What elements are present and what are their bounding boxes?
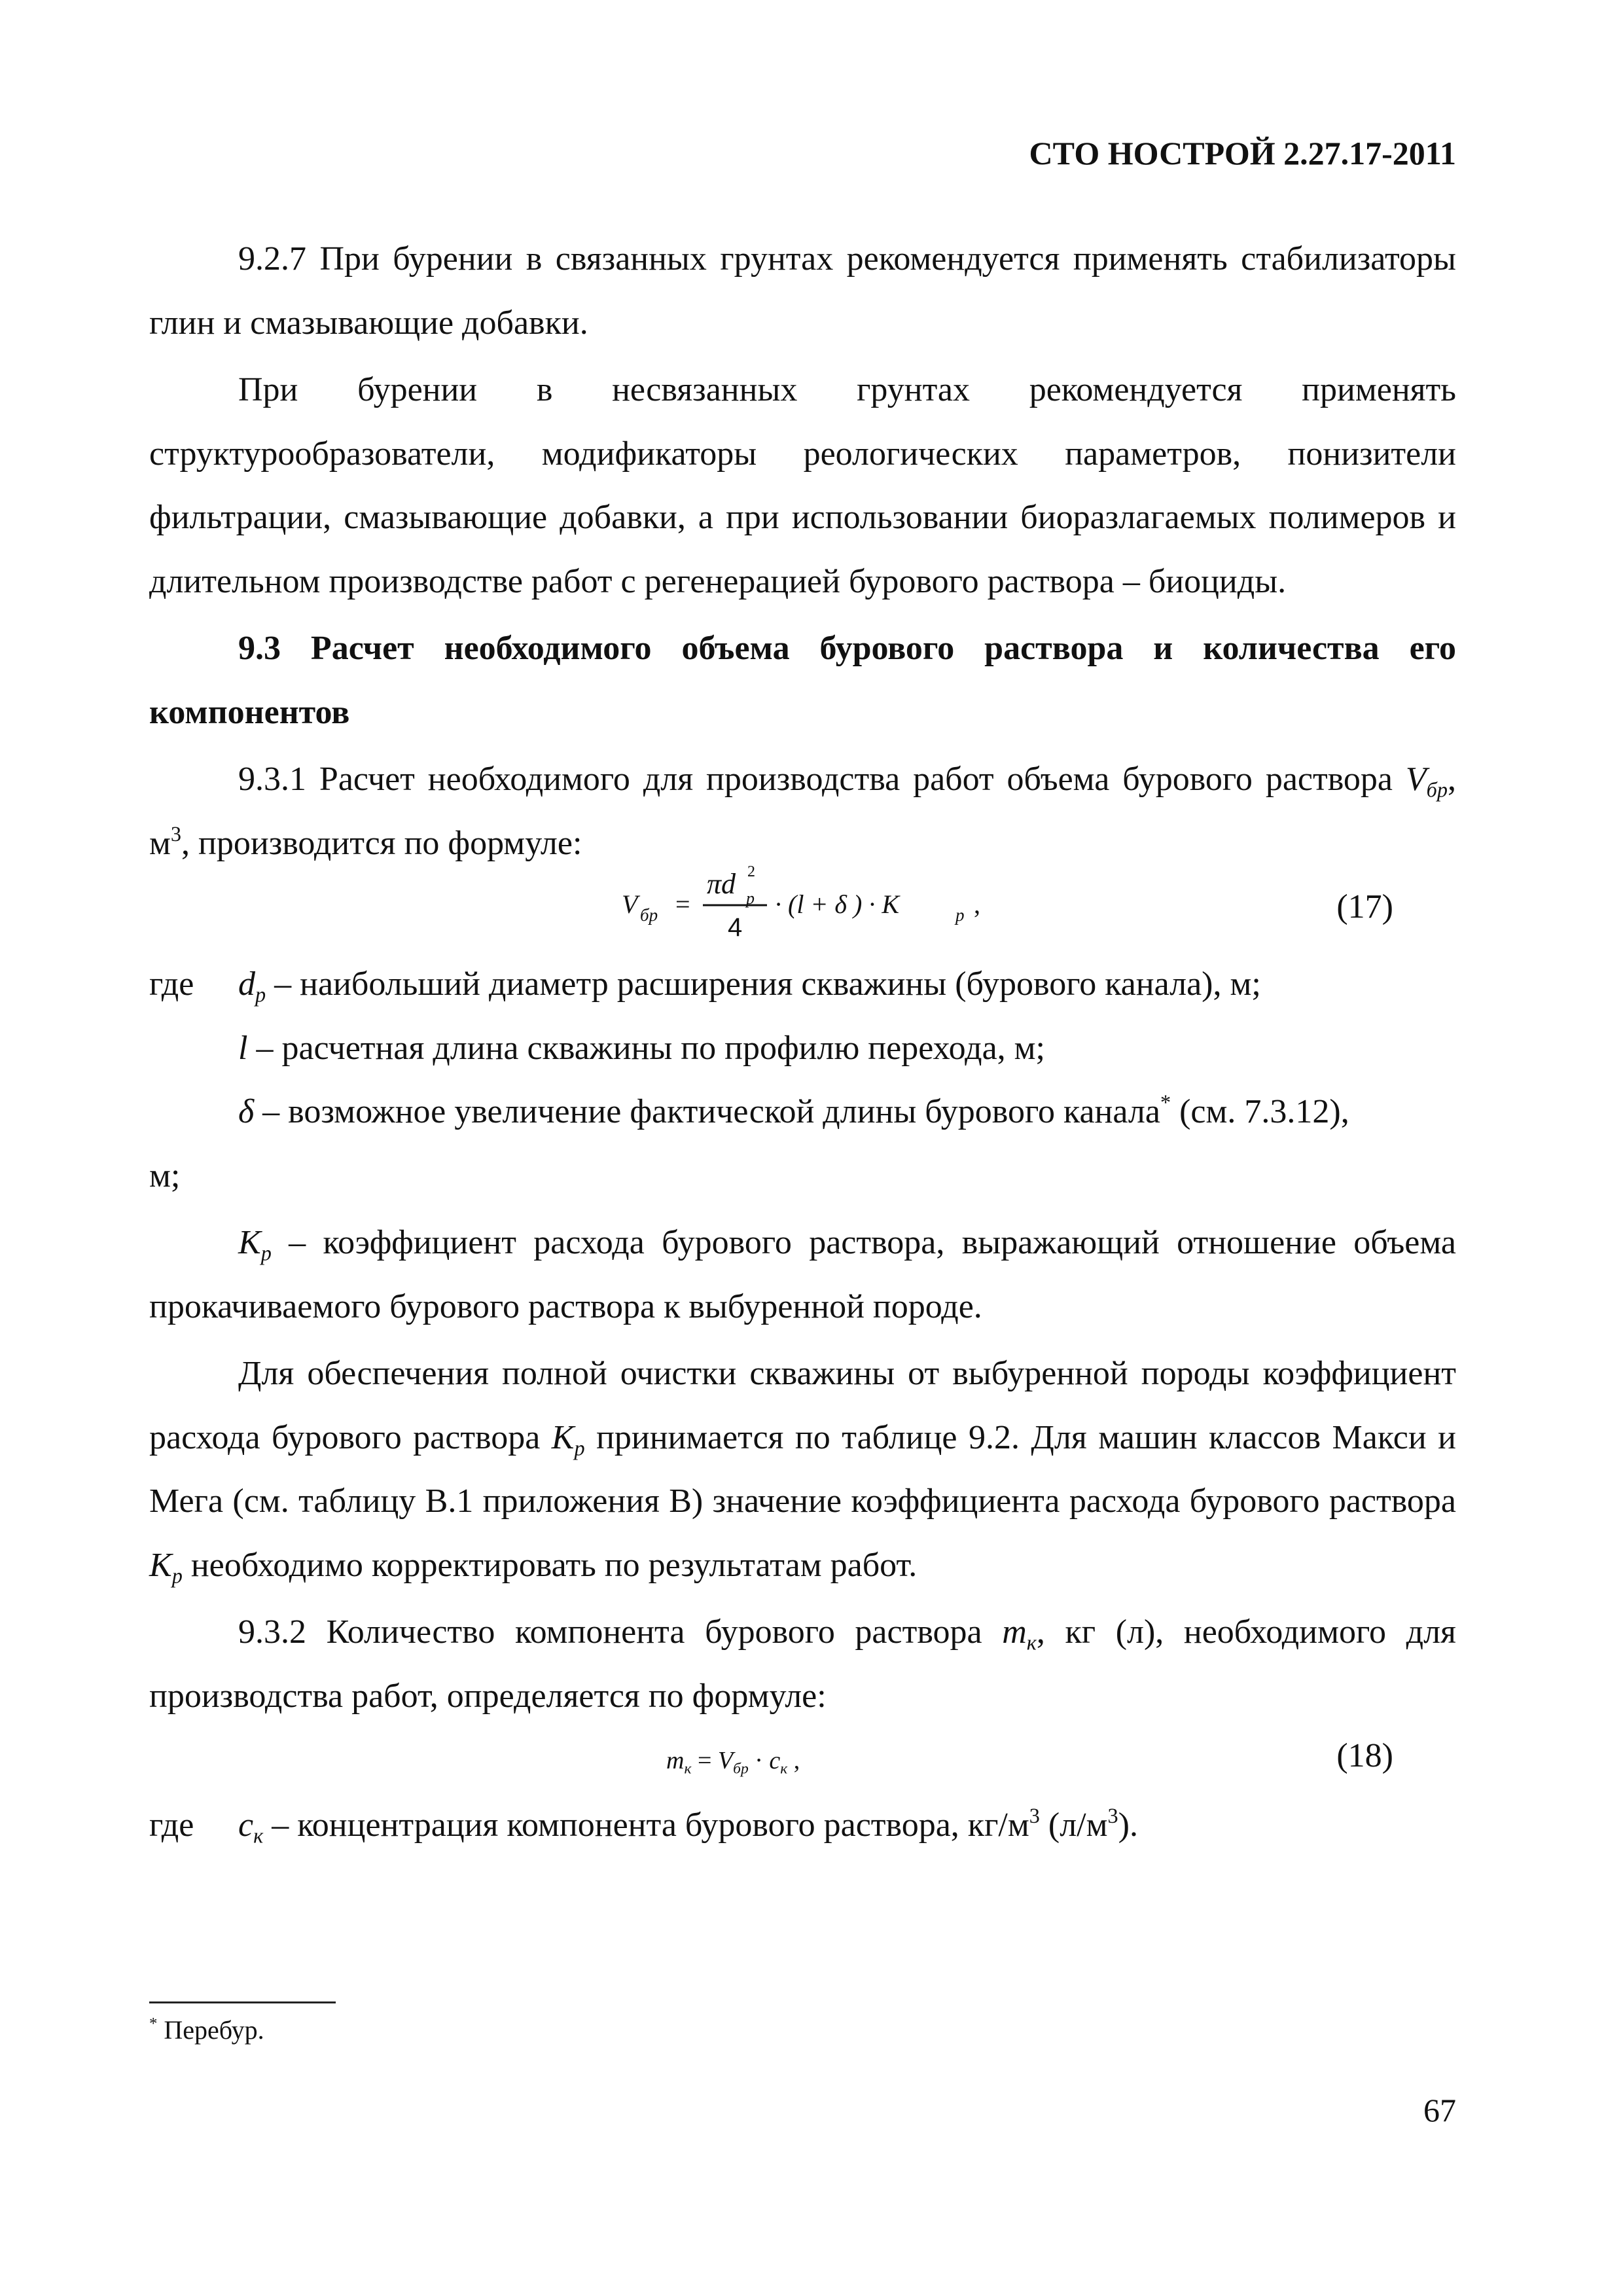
definition-delta-text: – возможное увеличение фактической длины бурового канала (254, 1093, 1160, 1130)
var-v: V (1405, 761, 1427, 798)
formula-numerator: πd (707, 868, 736, 900)
formula-number-18: (18) (1336, 1737, 1393, 1774)
paragraph-9-3-1-text: 9.3.1 Расчет необходимого для производства работ объема бурового раствора (238, 761, 1393, 798)
var-d: d (238, 965, 255, 1003)
paragraph-9-2-7: 9.2.7 При бурении в связанных грунтах рекомендуется применять стабилизаторы глин и смазывающие добавки. (149, 240, 1456, 342)
var-k: K (551, 1418, 575, 1456)
where-label: где (149, 965, 194, 1003)
footnote-mark: * (149, 2015, 158, 2033)
var-m-sub: к (1026, 1630, 1037, 1655)
footnote-separator (149, 2001, 336, 2003)
section-heading-9-3: 9.3 Расчет необходимого объема бурового раствора и количества его компонентов (149, 630, 1456, 731)
formula-17-svg (620, 848, 1118, 959)
paragraph-9-3-2-text-b: , кг (л), необходимого для производства работ, определяется по формуле: (149, 1613, 1456, 1715)
formula-num-sup: 2 (747, 863, 755, 880)
standard-header: СТО НОСТРОЙ 2.27.17-2011 (1029, 135, 1456, 171)
formula-lhs-sub: бр (640, 905, 658, 925)
var-d-sub: p (255, 982, 266, 1007)
formula-denominator: 4 (728, 913, 743, 942)
paragraph-unbound-soils: При бурении в несвязанных грунтах рекомендуется применять структурообразователи, модификаторы реологических параметров, понизители фильтрации, смазывающие добавки, а при использовании биоразлагаемых полимеров и длительном производстве работ с регенерацией бурового раствора – биоциды. (149, 371, 1456, 600)
definition-delta (149, 1080, 1456, 1144)
var-delta: δ (238, 1093, 255, 1130)
paragraph-kp-text-b: принимается по таблице 9.2. Для машин классов Макси и Мега (см. таблицу В.1 приложения В) значение коэффициента расхода бурового раствора (149, 1418, 1456, 1520)
formula-rest: · (l + δ ) · K (775, 889, 900, 919)
footnote (149, 2015, 264, 2045)
definition-delta-tail: (см. 7.3.12), (1171, 1093, 1349, 1130)
formula-rest-sub: p (955, 905, 965, 925)
formula-number-17: (17) (1336, 888, 1393, 925)
var-k-sub: p (574, 1435, 585, 1460)
definition-l-text: – расчетная длина скважины по профилю перехода, м; (247, 1029, 1045, 1067)
paragraph-kp-usage (149, 1342, 1456, 1597)
definition-ck: где $c_к$ – концентрация компонента бурового раствора, $кг/м^3$ $(л/м^3)$. (149, 1793, 1456, 1857)
footnote-ref: * (1160, 1090, 1171, 1115)
paragraph-9-3-2-text-a: 9.3.2 Количество компонента бурового раствора (238, 1613, 1003, 1651)
var-m: m (1002, 1613, 1027, 1651)
intro-tail: , производится по формуле: (181, 824, 582, 862)
var-c-sub: к (253, 1823, 264, 1848)
definition-kp-text: – коэффициент расхода бурового раствора, выражающий отношение объема прокачиваемого бурового раствора к выбуренной породе. (149, 1224, 1456, 1325)
formula-17 (149, 863, 1456, 948)
paragraph-kp-text-a: Для обеспечения полной очистки скважины от выбуренной породы коэффициент расхода бурового раствора (149, 1355, 1456, 1456)
var-v-sub: бр (1426, 778, 1448, 802)
var-c: c (238, 1806, 254, 1844)
definition-dp-text: – наибольший диаметр расширения скважины (бурового канала), м; (266, 965, 1261, 1003)
unit-sup: 3 (170, 821, 182, 846)
document-body (149, 227, 1456, 1857)
where-label: где (149, 1806, 194, 1844)
var-k-sub: p (171, 1563, 183, 1587)
footnote-text: Перебур. (157, 2015, 264, 2045)
definition-ck-text: – концентрация компонента бурового раствора, кг/м (263, 1806, 1029, 1844)
var-k-sub: p (260, 1241, 272, 1265)
var-k: K (149, 1546, 172, 1584)
definition-kp (149, 1211, 1456, 1338)
var-l: l (238, 1029, 248, 1067)
definition-delta-unit: м; (149, 1157, 181, 1194)
paragraph-kp-text-c: необходимо корректировать по результатам работ. (182, 1546, 918, 1584)
formula-lhs: V (622, 889, 638, 919)
svg-text:=: = (675, 889, 690, 919)
formula-tail: , (974, 889, 980, 919)
definition-dp (149, 952, 1456, 1016)
formula-18 (149, 1732, 1456, 1788)
definition-l (149, 1016, 1456, 1081)
formula-18-expression: $m_к = V_{бр} \cdot c_к$ , (666, 1747, 800, 1778)
unit: , м (149, 761, 1457, 862)
var-k: K (238, 1224, 261, 1261)
formula-num-sub: p (746, 889, 755, 908)
page-number: 67 (1423, 2092, 1456, 2128)
paragraph-9-3-2 (149, 1600, 1456, 1728)
